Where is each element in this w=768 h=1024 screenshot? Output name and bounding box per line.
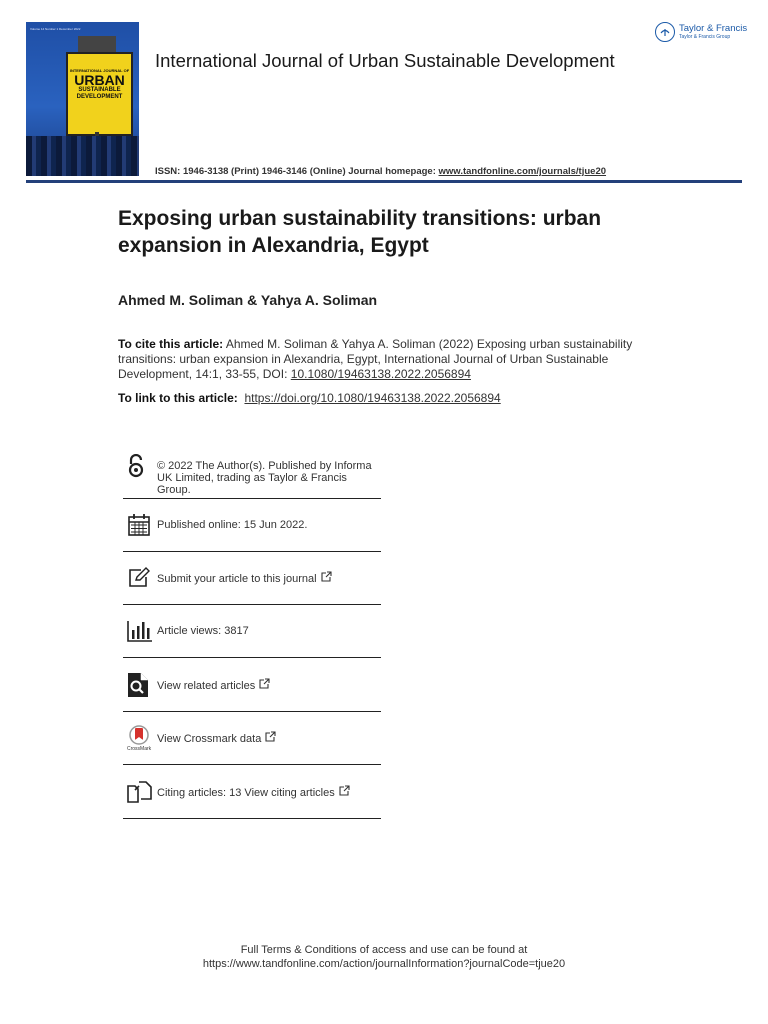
calendar-icon	[123, 513, 157, 537]
citation-doi-link[interactable]: 10.1080/19463138.2022.2056894	[290, 367, 471, 381]
citing-articles-link[interactable]: Citing articles: 13 View citing articles	[157, 786, 335, 799]
cover-sign-small: INTERNATIONAL JOURNAL OF	[69, 68, 130, 73]
external-link-icon	[259, 678, 270, 692]
open-access-icon	[123, 452, 157, 478]
related-articles-link[interactable]: View related articles	[157, 679, 256, 692]
article-views-row	[123, 605, 381, 658]
header-divider	[26, 180, 742, 183]
cover-sign	[66, 52, 133, 136]
published-row	[123, 499, 381, 552]
citation-label: To cite this article:	[118, 337, 224, 351]
article-doi-link[interactable]: https://doi.org/10.1080/19463138.2022.2056894	[244, 391, 501, 405]
article-info-list	[123, 452, 381, 819]
crossmark-row[interactable]	[123, 712, 381, 765]
bar-chart-icon	[123, 620, 157, 642]
crossmark-icon	[123, 725, 157, 752]
open-access-row	[123, 452, 381, 499]
cover-sign-sub1: SUSTAINABLE	[78, 87, 121, 93]
footer	[0, 943, 768, 971]
crossmark-icon-label: CrossMark	[127, 745, 152, 752]
submit-article-link[interactable]: Submit your article to this journal	[157, 573, 317, 585]
article-authors: Ahmed M. Soliman & Yahya A. Soliman	[118, 292, 378, 308]
publisher-group: Taylor & Francis Group	[679, 34, 731, 40]
taylor-francis-logo[interactable]	[655, 22, 747, 42]
external-link-icon	[339, 785, 350, 799]
cover-sign-sub2: DEVELOPMENT	[76, 94, 123, 100]
cover-topline: Volume 14 Number 1 December 2022	[30, 27, 81, 31]
published-date-text: Published online: 15 Jun 2022.	[157, 519, 308, 531]
taylor-francis-logo-icon	[655, 22, 675, 42]
cover-sign-big: URBAN	[74, 72, 125, 88]
cover-skyline	[26, 136, 139, 176]
edit-icon	[123, 567, 157, 589]
footer-terms-link[interactable]: https://www.tandfonline.com/action/journalInformation?journalCode=tjue20	[202, 958, 566, 970]
citation-block	[118, 337, 663, 382]
citing-documents-icon	[123, 780, 157, 804]
issn-text: ISSN: 1946-3138 (Print) 1946-3146 (Online) Journal homepage:	[155, 166, 439, 177]
journal-cover-image	[26, 22, 139, 176]
crossmark-link[interactable]: View Crossmark data	[157, 733, 262, 745]
related-articles-row[interactable]	[123, 658, 381, 712]
journal-homepage-link[interactable]: www.tandfonline.com/journals/tjue20	[438, 166, 607, 177]
citation-text: Ahmed M. Soliman & Yahya A. Soliman (2022) Exposing urban sustainability transitions: urban expansion in Alexandria, Egypt, International Journal of Urban Sustainable Development, 14:1, 33-55, DOI:	[118, 337, 633, 381]
submit-article-row[interactable]	[123, 552, 381, 605]
open-access-text: © 2022 The Author(s). Published by Informa UK Limited, trading as Taylor & Francis Group.	[157, 460, 372, 496]
search-document-icon	[123, 672, 157, 698]
article-link-label: To link to this article:	[118, 391, 238, 405]
journal-title: International Journal of Urban Sustainable Development	[155, 50, 615, 71]
external-link-icon	[321, 571, 332, 585]
article-title: Exposing urban sustainability transitions: urban expansion in Alexandria, Egypt	[118, 207, 602, 257]
issn-line	[155, 166, 606, 177]
article-views-text: Article views: 3817	[157, 625, 249, 637]
external-link-icon	[265, 731, 276, 745]
citing-articles-row[interactable]	[123, 765, 381, 819]
article-link-block	[118, 391, 501, 405]
publisher-name: Taylor & Francis	[679, 23, 748, 34]
footer-terms-text: Full Terms & Conditions of access and use can be found at	[240, 944, 528, 956]
